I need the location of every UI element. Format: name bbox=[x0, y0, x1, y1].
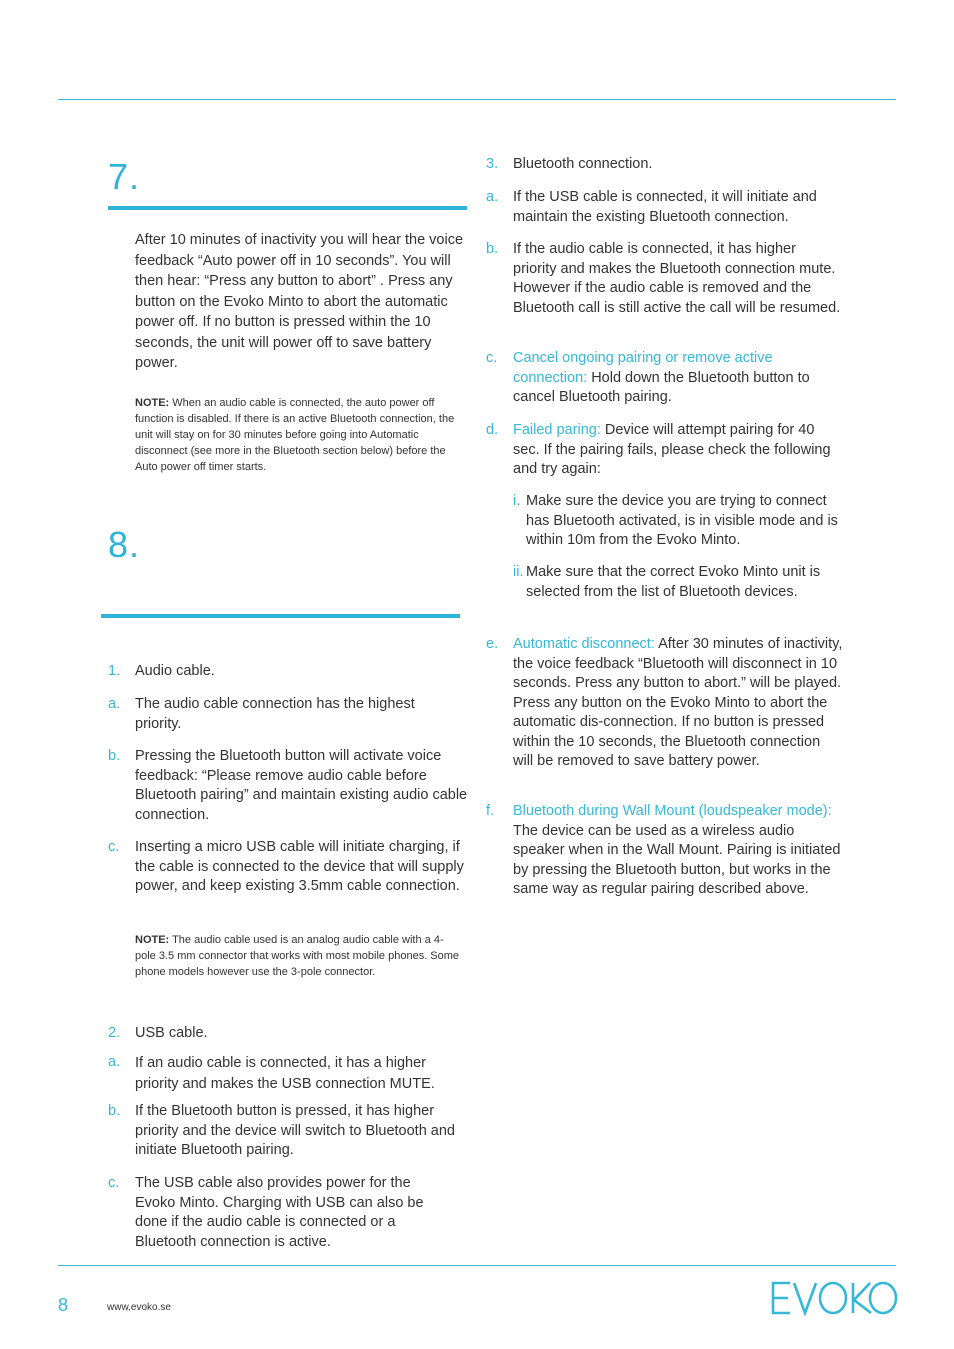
evoko-logo bbox=[770, 1280, 898, 1316]
item-1c-marker: c. bbox=[108, 839, 120, 855]
item-3e-text bbox=[513, 635, 843, 772]
item-3a-text: If the USB cable is connected, it will initiate and maintain the existing Bluetooth connection. bbox=[513, 189, 817, 225]
item-3d-text bbox=[513, 421, 843, 480]
item-3c-marker: c. bbox=[486, 350, 498, 366]
item-1b-marker: b. bbox=[108, 748, 121, 764]
note-text: When an audio cable is connected, the auto power off function is disabled. If there is an active Bluetooth connection, the unit will stay on for 30 minutes before going into Automatic disconnect (see more in the Bluetooth section below) before the Auto power off timer starts. bbox=[135, 397, 455, 473]
item-3e-body: After 30 minutes of inactivity, the voice feedback “Bluetooth will disconnect in 10 seconds. Press any button to abort.” will be played. Press any button on the Evoko Minto to abort the automatic dis-connection. If no button is pressed within the 10 seconds, the Bluetooth connection will be removed to save battery power. bbox=[513, 636, 843, 769]
cable-note bbox=[135, 932, 460, 980]
item-2-text: USB cable. bbox=[135, 1025, 208, 1041]
item-1a-text: The audio cable connection has the highest priority. bbox=[135, 696, 415, 732]
item-3d-highlight: Failed paring: bbox=[513, 422, 601, 438]
item-3b-marker: b. bbox=[486, 241, 499, 257]
item-3c-text bbox=[513, 349, 843, 408]
note-label: NOTE: bbox=[135, 397, 170, 409]
item-3e-marker: e. bbox=[486, 636, 499, 652]
footer-url[interactable]: www.evoko.se bbox=[107, 1302, 171, 1313]
item-3d-marker: d. bbox=[486, 422, 499, 438]
top-rule bbox=[58, 99, 896, 100]
item-3dii-marker: ii. bbox=[513, 564, 524, 580]
item-1c-text: Inserting a micro USB cable will initiate charging, if the cable is connected to the device that will supply power, and keep existing 3.5mm cable connection. bbox=[135, 839, 464, 894]
item-1-marker: 1. bbox=[108, 663, 121, 679]
item-3c-body: Hold down the Bluetooth button to cancel Bluetooth pairing. bbox=[513, 369, 810, 405]
item-3di-text: Make sure the device you are trying to connect has Bluetooth activated, is in visible mode and is within 10m from the Evoko Minto. bbox=[526, 493, 838, 548]
item-3f-marker: f. bbox=[486, 803, 495, 819]
item-3f-text bbox=[513, 802, 846, 900]
item-3f-body: The device can be used as a wireless audio speaker when in the Wall Mount. Pairing is initiated by pressing the Bluetooth button, but works in the same way as regular pairing described above. bbox=[513, 822, 841, 897]
section-7-body: After 10 minutes of inactivity you will hear the voice feedback “Auto power off in 10 seconds”. You will then hear: “Press any button to abort” . Press any button on the Evoko Minto to abort the automatic power off. If no button is pressed within the 10 seconds, the unit will power off to save battery power. bbox=[135, 232, 464, 371]
note2-label: NOTE: bbox=[135, 934, 170, 946]
item-2c-text: The USB cable also provides power for the Evoko Minto. Charging with USB can also be done if the audio cable is connected or a Bluetooth connection is active. bbox=[135, 1175, 424, 1250]
item-2c-marker: c. bbox=[108, 1175, 120, 1191]
item-2b-text: If the Bluetooth button is pressed, it has higher priority and the device will switch to Bluetooth and initiate Bluetooth pairing. bbox=[135, 1103, 455, 1158]
section-7-note bbox=[135, 395, 465, 475]
section-8-rule bbox=[101, 614, 460, 618]
item-3-text: Bluetooth connection. bbox=[513, 156, 653, 172]
item-3c-highlight: Cancel ongoing pairing or remove active connection: bbox=[513, 350, 773, 386]
item-1-text: Audio cable. bbox=[135, 663, 215, 679]
section-8-number: 8. bbox=[108, 524, 141, 565]
item-2a-marker: a. bbox=[108, 1054, 121, 1070]
item-3e-highlight: Automatic disconnect: bbox=[513, 636, 655, 652]
item-2-marker: 2. bbox=[108, 1025, 121, 1041]
item-3-marker: 3. bbox=[486, 156, 499, 172]
item-3di-marker: i. bbox=[513, 493, 521, 509]
item-3a-marker: a. bbox=[486, 189, 499, 205]
item-1a-marker: a. bbox=[108, 696, 121, 712]
item-3d-body: Device will attempt pairing for 40 sec. If the pairing fails, please check the following and try again: bbox=[513, 422, 831, 477]
bottom-rule bbox=[58, 1265, 896, 1266]
section-7-number: 7. bbox=[108, 156, 141, 197]
page-number: 8 bbox=[58, 1295, 69, 1315]
item-3f-highlight: Bluetooth during Wall Mount (loudspeaker mode): bbox=[513, 803, 832, 819]
item-1b-text: Pressing the Bluetooth button will activate voice feedback: “Please remove audio cable before Bluetooth pairing” and maintain existing audio cable connection. bbox=[135, 748, 468, 823]
item-3b-text: If the audio cable is connected, it has higher priority and makes the Bluetooth connection mute. However if the audio cable is removed and the Bluetooth call is still active the call will be resumed. bbox=[513, 241, 841, 316]
item-2a-text: If an audio cable is connected, it has a higher priority and makes the USB connection MUTE. bbox=[135, 1055, 435, 1092]
item-2b-marker: b. bbox=[108, 1103, 121, 1119]
item-3dii-text: Make sure that the correct Evoko Minto unit is selected from the list of Bluetooth devices. bbox=[526, 564, 821, 600]
note2-text: The audio cable used is an analog audio cable with a 4-pole 3.5 mm connector that works with most mobile phones. Some phone models however use the 3-pole connector. bbox=[135, 934, 460, 978]
section-7-rule bbox=[108, 206, 467, 210]
